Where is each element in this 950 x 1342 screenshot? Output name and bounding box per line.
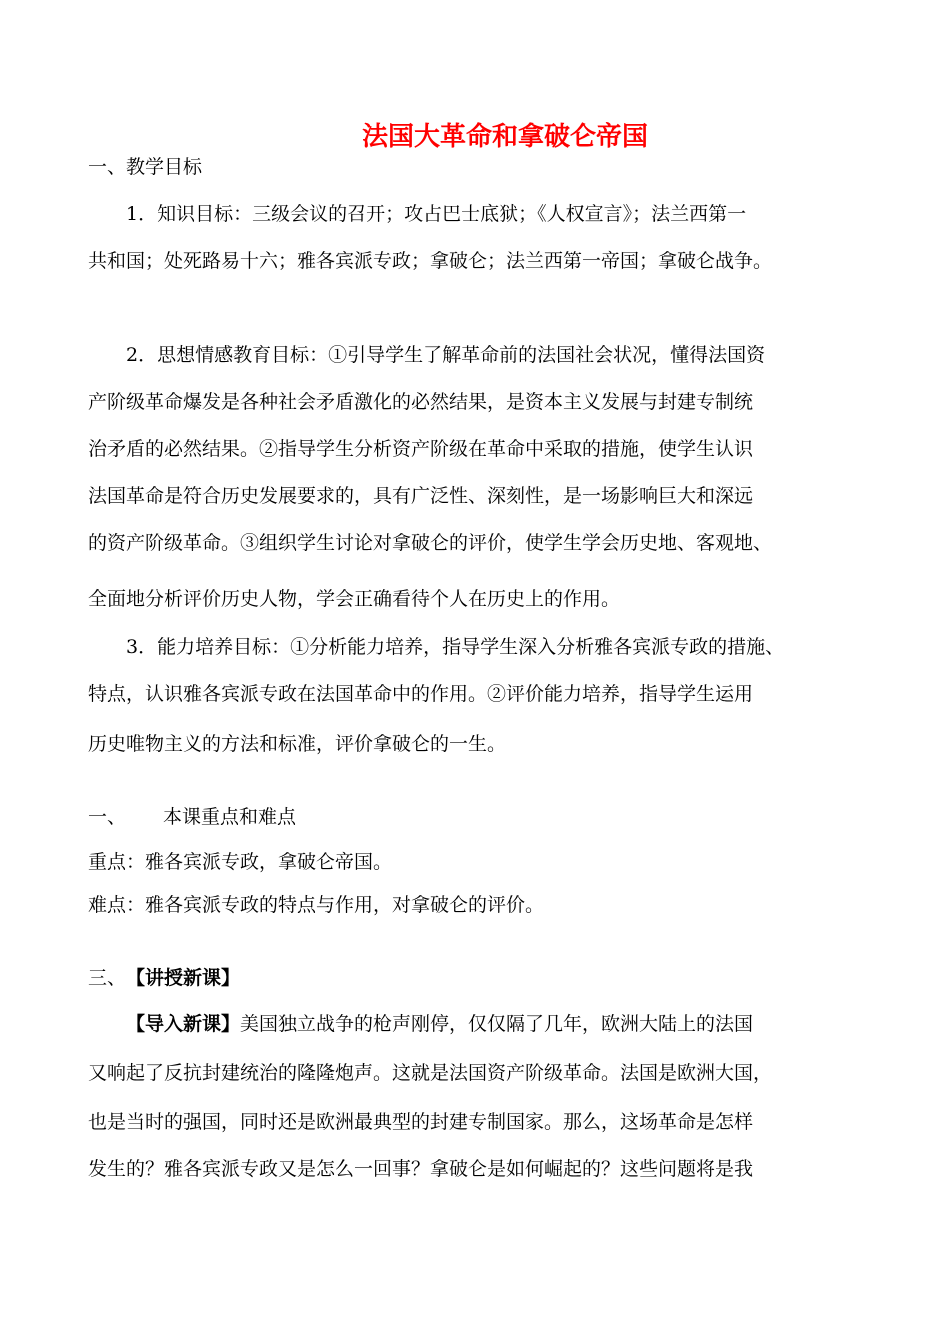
emotion-line-6: 全面地分析评价历史人物，学会正确看待个人在历史上的作用。 <box>88 588 621 610</box>
intro-label: 【导入新课】 <box>126 1013 241 1035</box>
emotion-line-4: 法国革命是符合历史发展要求的，具有广泛性、深刻性，是一场影响巨大和深远 <box>88 485 754 507</box>
lecture-heading-text: 【讲授新课】 <box>126 967 241 989</box>
intro-line-1 <box>126 1012 753 1036</box>
key-point: 重点：雅各宾派专政，拿破仑帝国。 <box>88 851 393 873</box>
lecture-heading-number: 三、 <box>88 967 127 989</box>
emotion-line-3: 治矛盾的必然结果。②指导学生分析资产阶级在革命中采取的措施，使学生认识 <box>88 438 754 460</box>
ability-line-1: 3．能力培养目标：①分析能力培养，指导学生深入分析雅各宾派专政的措施、 <box>126 636 785 658</box>
difficult-point: 难点：雅各宾派专政的特点与作用，对拿破仑的评价。 <box>88 894 545 916</box>
emotion-line-5: 的资产阶级革命。③组织学生讨论对拿破仑的评价，使学生学会历史地、客观地、 <box>88 532 773 554</box>
intro-line-3: 也是当时的强国，同时还是欧洲最典型的封建专制国家。那么，这场革命是怎样 <box>88 1111 754 1133</box>
emotion-line-2: 产阶级革命爆发是各种社会矛盾激化的必然结果，是资本主义发展与封建专制统 <box>88 391 754 413</box>
intro-line-4: 发生的？雅各宾派专政又是怎么一回事？拿破仑是如何崛起的？这些问题将是我 <box>88 1158 754 1180</box>
intro-line-1-text: 美国独立战争的枪声刚停，仅仅隔了几年，欧洲大陆上的法国 <box>240 1013 754 1035</box>
objectives-heading: 一、教学目标 <box>88 156 203 178</box>
knowledge-line-2: 共和国；处死路易十六；雅各宾派专政；拿破仑；法兰西第一帝国；拿破仑战争。 <box>88 250 773 272</box>
ability-line-2: 特点，认识雅各宾派专政在法国革命中的作用。②评价能力培养，指导学生运用 <box>88 683 754 705</box>
emotion-line-1: 2．思想情感教育目标：①引导学生了解革命前的法国社会状况，懂得法国资 <box>126 344 766 366</box>
page-title: 法国大革命和拿破仑帝国 <box>361 122 648 152</box>
key-heading-text: 本课重点和难点 <box>163 806 297 828</box>
intro-line-2: 又响起了反抗封建统治的隆隆炮声。这就是法国资产阶级革命。法国是欧洲大国， <box>88 1062 773 1084</box>
ability-line-3: 历史唯物主义的方法和标准，评价拿破仑的一生。 <box>88 733 507 755</box>
knowledge-line-1: 1．知识目标：三级会议的召开；攻占巴士底狱；《人权宣言》；法兰西第一 <box>126 203 747 225</box>
key-heading-number: 一、 <box>88 806 127 828</box>
